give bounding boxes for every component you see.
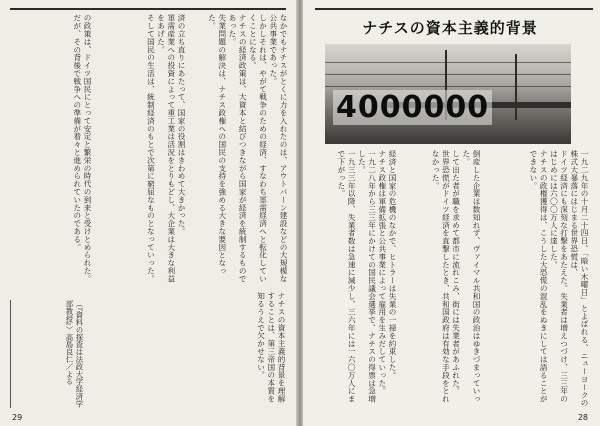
text-column: の政策は、ドイツ国民にとって安定と繁栄の時代の到来と受けとめられた。 — [83, 14, 92, 283]
source-note: （『資料の探査は法政大学経済学部教授』）高島良仁／よる — [10, 300, 84, 408]
text-column-block — [401, 150, 481, 408]
text-column: して出た者が職を求めて都市に流れこみ、街には失業者があふれた。 — [451, 150, 461, 395]
text-column: 倒産した企業は数知れず、ヴァイマル共和国の政治はゆきづまっていった。 — [461, 150, 481, 403]
text-column-block — [96, 292, 286, 410]
text-column: 失業問題の解決は、ナチス政権への国民の支持を強める大きな要因となった。 — [207, 14, 227, 275]
section-title: ナチスの資本主義的背景 — [362, 18, 538, 37]
left-page — [0, 0, 297, 426]
page-number: 29 — [12, 413, 23, 422]
fence-post — [515, 54, 517, 120]
section-title-box — [325, 14, 575, 40]
text-column-block — [190, 14, 288, 284]
right-page — [303, 0, 600, 426]
text-column-block — [485, 150, 589, 408]
top-rule — [10, 8, 286, 10]
text-column-block — [315, 150, 397, 408]
text-column: 経済と国家の危機のなかで、ヒトラーは失業の一掃を約束した。 — [388, 150, 397, 380]
text-column: 世界恐慌がドイツ経済を直撃したとき、共和国政府は有効な手段をとれなかった。 — [431, 150, 451, 403]
text-column: ナチスの資本主義的背景を理解することは、第三帝国の本質を知るうえで欠かせない。 — [256, 292, 286, 403]
text-column: ナチス政権は軍備拡張と公共事業によって雇用を生みだしていった。 — [377, 150, 387, 395]
text-column: しかしそれは、やがて戦争のための経済、すなわち軍需経済へと転化していくことになる。 — [248, 14, 268, 283]
text-column: 一九二八年から三三年にかけての国民議会選挙で、ナチスの得票は急増した。 — [357, 150, 377, 403]
page-number: 28 — [577, 413, 588, 422]
text-column: ナチスの政権獲得は、こうした大恐慌の混乱をぬきにしては語ることができない。 — [528, 150, 549, 403]
barbed-wire — [325, 62, 571, 63]
text-column-block — [12, 14, 92, 284]
text-column: 済の立ち直りにあたって、国家の役割はきわめて大きかった。 — [177, 14, 186, 236]
text-column: 一九三三年以降、失業者数は急速に減少し、三六年には一六〇万人にまで下がった。 — [336, 150, 357, 403]
barbed-wire — [325, 86, 571, 87]
photo-overlay-number: 4000000 — [333, 90, 492, 125]
top-rule — [315, 8, 593, 10]
concentration-camp-photo — [325, 44, 571, 144]
text-column: だが、その背後で戦争への準備が着々と進められていたのである。 — [72, 14, 82, 251]
text-column: ドイツ経済にも深刻な打撃をあたえた。失業者は増えつづけ、三三年のはじめには六〇〇万人に達した。 — [549, 150, 569, 403]
text-column-block — [96, 14, 186, 284]
text-column: そして国民の生活は、統制経済のもとで次第に窮屈なものとなっていった。 — [146, 14, 156, 283]
barbed-wire — [325, 74, 571, 75]
text-column: 軍需産業への投資によって重工業は活況をとりもどし、大企業は大きな利益をあげた。 — [156, 14, 176, 283]
text-column: なかでもナチスがとくに力を入れたのは、アウトバーン建設などの大規模な公共事業であった。 — [268, 14, 288, 283]
text-column: ナチスの経済政策は、大資本と結びつきながら国家が経済を統制するものであった。 — [227, 14, 248, 283]
text-column: 一九二九年の十月二十四日、「暗い木曜日」とよばれる、ニューヨークの株式大暴落にはじまる世界恐慌は、 — [569, 150, 589, 407]
